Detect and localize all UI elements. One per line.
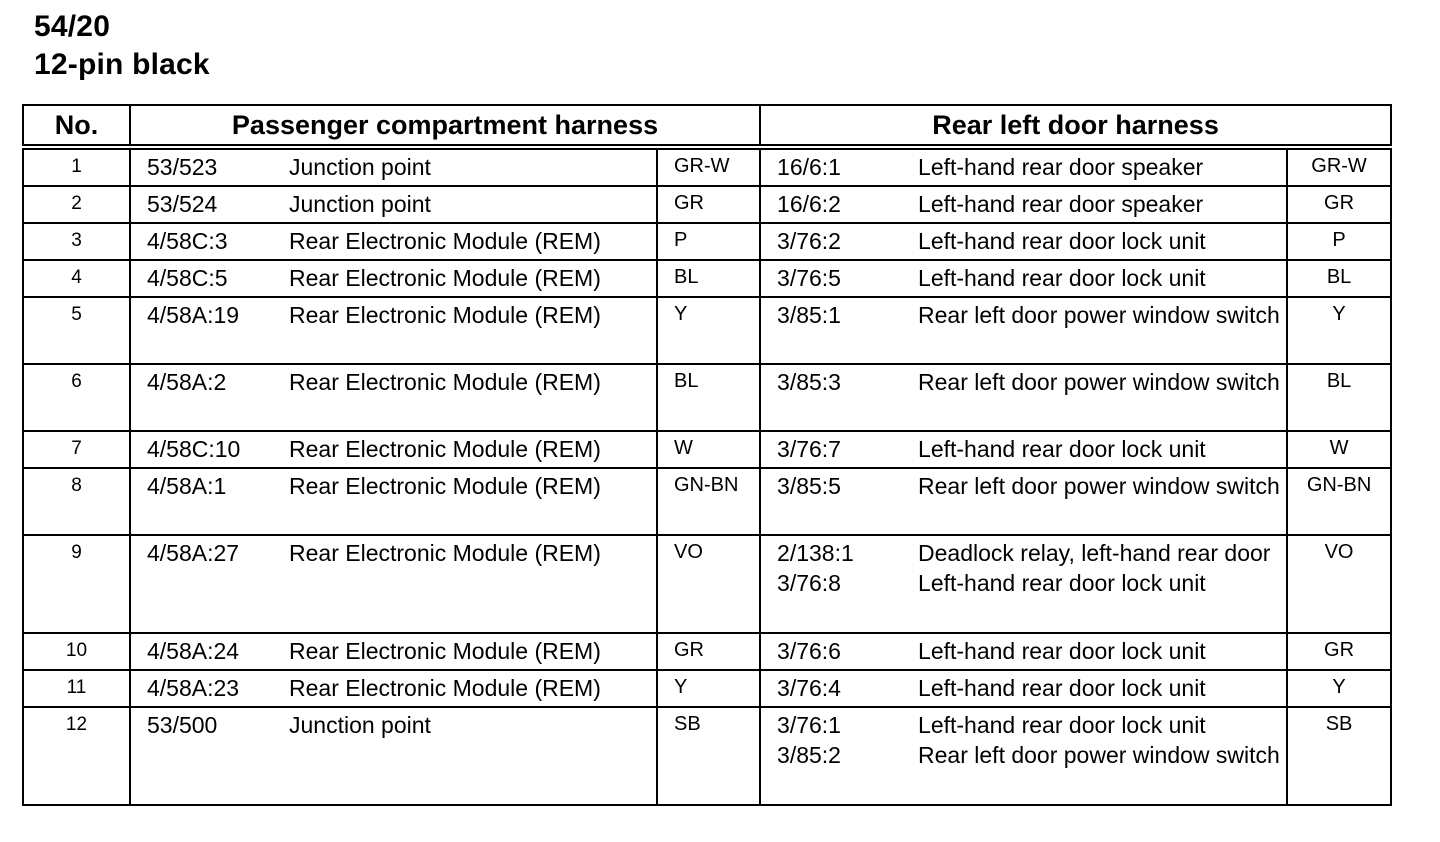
rear-connector-codes <box>760 260 902 297</box>
rear-wire-color: W <box>1287 431 1391 468</box>
rear-connector-code: 3/85:5 <box>777 473 841 499</box>
rear-connector-code: 3/85:3 <box>777 369 841 395</box>
rear-wire-color: GR <box>1287 186 1391 223</box>
rear-wire-color: BL <box>1287 260 1391 297</box>
table-row <box>23 147 1391 186</box>
passenger-connector-code: 4/58A:23 <box>130 670 273 707</box>
pin-number: 11 <box>23 670 130 707</box>
rear-component-desc: Left-hand rear door lock unit <box>918 675 1206 701</box>
passenger-component-desc: Junction point <box>273 707 657 805</box>
rear-connector-code: 2/138:1 <box>777 540 854 566</box>
rear-component-descs <box>902 633 1287 670</box>
rear-component-desc: Deadlock relay, left-hand rear door <box>918 540 1271 566</box>
rear-wire-color: VO <box>1287 535 1391 633</box>
rear-component-desc: Left-hand rear door lock unit <box>918 228 1206 254</box>
table-body <box>23 147 1391 805</box>
passenger-wire-color: VO <box>657 535 760 633</box>
rear-component-desc: Rear left door power window switch <box>918 742 1280 768</box>
table-row <box>23 468 1391 535</box>
pin-number: 6 <box>23 364 130 431</box>
rear-connector-code: 16/6:1 <box>777 154 841 180</box>
header-passenger-harness: Passenger compartment harness <box>130 105 760 147</box>
rear-connector-codes <box>760 633 902 670</box>
pin-number: 8 <box>23 468 130 535</box>
rear-component-desc: Left-hand rear door lock unit <box>918 265 1206 291</box>
passenger-wire-color: GR-W <box>657 147 760 186</box>
pinout-table-container <box>22 104 1392 806</box>
passenger-connector-code: 4/58A:24 <box>130 633 273 670</box>
header-rear-door-harness: Rear left door harness <box>760 105 1391 147</box>
pin-number: 9 <box>23 535 130 633</box>
table-row <box>23 633 1391 670</box>
rear-component-desc: Rear left door power window switch <box>918 302 1280 328</box>
pin-number: 2 <box>23 186 130 223</box>
rear-connector-codes <box>760 223 902 260</box>
passenger-component-desc: Junction point <box>273 147 657 186</box>
pinout-table <box>22 104 1392 806</box>
rear-component-desc: Rear left door power window switch <box>918 369 1280 395</box>
rear-connector-code: 3/76:2 <box>777 228 841 254</box>
rear-connector-codes <box>760 468 902 535</box>
rear-wire-color: GR <box>1287 633 1391 670</box>
table-row <box>23 670 1391 707</box>
pin-number: 10 <box>23 633 130 670</box>
rear-connector-codes <box>760 147 902 186</box>
passenger-connector-code: 4/58A:27 <box>130 535 273 633</box>
rear-connector-code: 3/85:1 <box>777 302 841 328</box>
passenger-wire-color: GR <box>657 186 760 223</box>
rear-connector-codes <box>760 535 902 633</box>
rear-component-descs <box>902 468 1287 535</box>
table-row <box>23 223 1391 260</box>
rear-wire-color: P <box>1287 223 1391 260</box>
passenger-wire-color: SB <box>657 707 760 805</box>
rear-wire-color: GR-W <box>1287 147 1391 186</box>
passenger-connector-code: 53/523 <box>130 147 273 186</box>
rear-component-descs <box>902 670 1287 707</box>
rear-component-desc: Left-hand rear door speaker <box>918 191 1204 217</box>
table-row <box>23 297 1391 364</box>
rear-component-descs <box>902 535 1287 633</box>
rear-wire-color: BL <box>1287 364 1391 431</box>
rear-component-descs <box>902 186 1287 223</box>
rear-wire-color: GN-BN <box>1287 468 1391 535</box>
pin-number: 3 <box>23 223 130 260</box>
rear-component-descs <box>902 297 1287 364</box>
passenger-connector-code: 4/58A:19 <box>130 297 273 364</box>
rear-component-desc: Left-hand rear door lock unit <box>918 436 1206 462</box>
passenger-component-desc: Rear Electronic Module (REM) <box>273 223 657 260</box>
passenger-connector-code: 4/58C:10 <box>130 431 273 468</box>
rear-wire-color: Y <box>1287 297 1391 364</box>
rear-connector-code: 16/6:2 <box>777 191 841 217</box>
rear-connector-code: 3/76:1 <box>777 712 841 738</box>
passenger-component-desc: Rear Electronic Module (REM) <box>273 633 657 670</box>
passenger-wire-color: GN-BN <box>657 468 760 535</box>
table-row <box>23 364 1391 431</box>
passenger-component-desc: Rear Electronic Module (REM) <box>273 468 657 535</box>
rear-component-desc: Left-hand rear door lock unit <box>918 712 1206 738</box>
passenger-connector-code: 4/58A:2 <box>130 364 273 431</box>
pin-number: 12 <box>23 707 130 805</box>
header-no: No. <box>23 105 130 147</box>
passenger-wire-color: P <box>657 223 760 260</box>
rear-connector-codes <box>760 707 902 805</box>
passenger-wire-color: BL <box>657 364 760 431</box>
rear-component-descs <box>902 364 1287 431</box>
rear-component-desc: Left-hand rear door speaker <box>918 154 1204 180</box>
rear-connector-code: 3/85:2 <box>777 742 841 768</box>
passenger-wire-color: W <box>657 431 760 468</box>
rear-component-descs <box>902 147 1287 186</box>
passenger-wire-color: BL <box>657 260 760 297</box>
passenger-wire-color: Y <box>657 670 760 707</box>
rear-component-descs <box>902 223 1287 260</box>
connector-id: 54/20 <box>34 10 111 43</box>
rear-connector-code: 3/76:4 <box>777 675 841 701</box>
passenger-component-desc: Rear Electronic Module (REM) <box>273 670 657 707</box>
rear-connector-code: 3/76:7 <box>777 436 841 462</box>
rear-connector-codes <box>760 670 902 707</box>
passenger-wire-color: Y <box>657 297 760 364</box>
passenger-component-desc: Junction point <box>273 186 657 223</box>
rear-connector-codes <box>760 297 902 364</box>
table-row <box>23 707 1391 805</box>
passenger-connector-code: 53/500 <box>130 707 273 805</box>
table-row <box>23 260 1391 297</box>
passenger-component-desc: Rear Electronic Module (REM) <box>273 297 657 364</box>
passenger-wire-color: GR <box>657 633 760 670</box>
rear-component-desc: Left-hand rear door lock unit <box>918 570 1206 596</box>
rear-component-descs <box>902 707 1287 805</box>
table-row <box>23 535 1391 633</box>
passenger-connector-code: 4/58C:5 <box>130 260 273 297</box>
rear-connector-code: 3/76:5 <box>777 265 841 291</box>
rear-component-descs <box>902 431 1287 468</box>
rear-connector-codes <box>760 431 902 468</box>
title-block <box>34 8 210 84</box>
rear-component-desc: Rear left door power window switch <box>918 473 1280 499</box>
pin-number: 5 <box>23 297 130 364</box>
table-row <box>23 186 1391 223</box>
rear-connector-code: 3/76:8 <box>777 570 841 596</box>
rear-component-desc: Left-hand rear door lock unit <box>918 638 1206 664</box>
table-header-row <box>23 105 1391 147</box>
pin-number: 4 <box>23 260 130 297</box>
passenger-connector-code: 53/524 <box>130 186 273 223</box>
rear-connector-codes <box>760 186 902 223</box>
passenger-component-desc: Rear Electronic Module (REM) <box>273 364 657 431</box>
passenger-component-desc: Rear Electronic Module (REM) <box>273 260 657 297</box>
rear-connector-code: 3/76:6 <box>777 638 841 664</box>
passenger-connector-code: 4/58A:1 <box>130 468 273 535</box>
table-row <box>23 431 1391 468</box>
rear-wire-color: Y <box>1287 670 1391 707</box>
connector-description: 12-pin black <box>34 48 210 81</box>
rear-component-descs <box>902 260 1287 297</box>
rear-connector-codes <box>760 364 902 431</box>
passenger-component-desc: Rear Electronic Module (REM) <box>273 535 657 633</box>
pin-number: 7 <box>23 431 130 468</box>
pin-number: 1 <box>23 147 130 186</box>
rear-wire-color: SB <box>1287 707 1391 805</box>
passenger-connector-code: 4/58C:3 <box>130 223 273 260</box>
passenger-component-desc: Rear Electronic Module (REM) <box>273 431 657 468</box>
